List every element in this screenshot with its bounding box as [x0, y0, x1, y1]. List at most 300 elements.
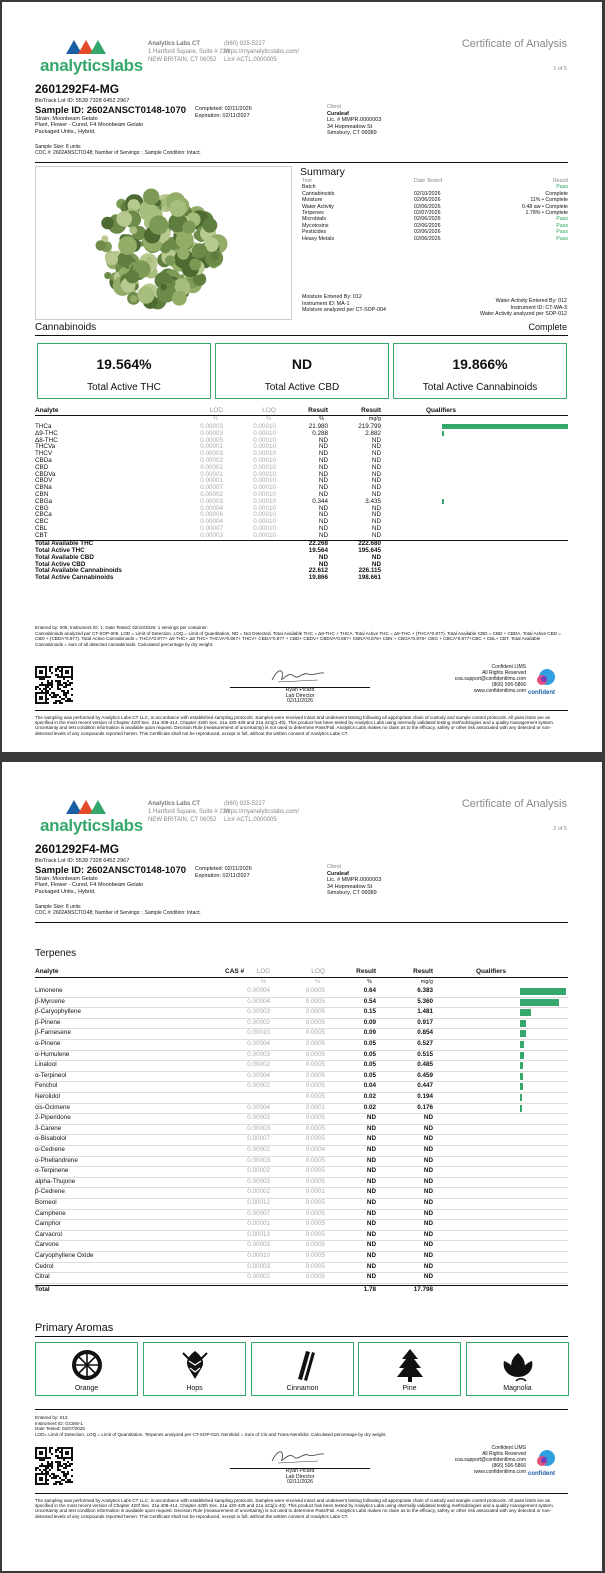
loq-value: 0.0005	[305, 1093, 325, 1100]
lod-value: 0.00007	[200, 525, 223, 532]
analyte-name: α-Phellandrene	[35, 1156, 78, 1164]
terpene-notes	[35, 1415, 568, 1437]
lab-url[interactable]: https://myanalyticslabs.com/	[224, 49, 300, 55]
table-row	[35, 1199, 568, 1210]
aroma-card	[251, 1342, 354, 1396]
loq-value: 0.0005	[305, 1135, 325, 1143]
loq-value: 0.0005	[305, 1167, 325, 1175]
analyte-name: THCa	[35, 423, 52, 430]
client-label: Client	[327, 104, 342, 110]
loq-value: 0.00010	[253, 497, 276, 505]
client-addr1: 34 Hopmeadow St	[327, 883, 373, 890]
lod-value: 0.00010	[247, 1029, 270, 1037]
loq-value: 0.00010	[253, 470, 276, 478]
note-method: LOD= Limit of Detection, LOQ = Limit of Quantitation. Terpenes analyzed per CT-SOP-010. Nerolidol = Sum of Cis and Trans-Nerolidol. Calculated percentage by dry weight.	[35, 1431, 387, 1437]
analyte-name: α-Terpineol	[35, 1071, 67, 1079]
col-result-pct: Result	[356, 968, 376, 975]
col-loq: LOQ	[262, 407, 276, 414]
cannabinoids-table	[35, 407, 568, 622]
summary-date: 02/06/2026	[414, 229, 441, 236]
total-pct: 22.612	[308, 567, 328, 575]
legal-disclaimer: The sampling was performed by Analytics Labs CT LLC, in accordance with established sampling protocols. Samples were received intact and underwent testing following all appropriate chain of custody and sample control protocols. All pass limits are as specified in the most recent version of Chapter 420f Sec. 21a 408-414, Chapter 420h Sec. 21a 420-429 and 21a 421j(1-40). This product has been tested by Analytics Labs using internally validated testing methodologies and a quality management system. Uncertainty and test condition information is available upon request. Decision Rule (measurement of uncertainty) is not used to determine Pass/Fail. Analytics Labs makes no claim as to the efficacy, safety or other risk associated with any detected or non-detected levels of any compounds reported herein. This Certificate shall not be reproduced, except in full, without the written consent of Analytics Labs CT.	[35, 715, 555, 736]
result-pct: ND	[366, 1273, 376, 1281]
analyte-name: β-Myrcene	[35, 997, 65, 1005]
col-analyte: Analyte	[35, 968, 59, 975]
result-mgg: 5.360	[417, 997, 433, 1005]
loq-value: 0.0005	[305, 1050, 325, 1058]
result-pct: ND	[366, 1252, 376, 1259]
lod-value: 0.00003	[247, 1114, 270, 1122]
summary-test: Water Activity	[302, 203, 334, 210]
result-mgg: ND	[371, 477, 381, 485]
aroma-label: Magnolia	[503, 1385, 532, 1392]
analyte-name: THCV	[35, 450, 53, 458]
col-analyte: Analyte	[35, 407, 59, 414]
lod-value: 0.00007	[247, 1135, 270, 1143]
result-mgg: ND	[423, 1220, 433, 1228]
qr-code-icon	[35, 1447, 73, 1485]
analyte-name: 2-Piperidone	[35, 1114, 71, 1122]
summary-h-date: Date Tested	[414, 178, 443, 184]
total-name: Total	[35, 1285, 50, 1293]
lab-name: Analytics Labs CT	[148, 41, 201, 47]
table-row	[35, 511, 568, 518]
result-pct: 0.54	[363, 997, 376, 1005]
analytics-labs-logo	[40, 36, 143, 76]
loq-value: 0.0005	[305, 997, 325, 1005]
col-loq: LOQ	[311, 968, 325, 975]
dates	[195, 106, 252, 119]
total-row	[35, 561, 568, 568]
summary-h-result: Result	[552, 178, 568, 184]
result-mgg: ND	[371, 457, 381, 464]
total-cannabinoids-box	[393, 343, 567, 399]
result-pct: ND	[366, 1241, 376, 1249]
total-thc-value: 19.564%	[96, 356, 152, 372]
note-entered: Entered by: 013	[35, 1415, 68, 1420]
result-mgg: ND	[423, 1114, 433, 1122]
lod-value: 0.00002	[200, 491, 223, 498]
analyte-name: CBT	[35, 531, 48, 539]
loq-value: 0.0005	[305, 987, 325, 994]
note-method: Cannabinoids analyzed per CT-SOP-009. LOD = Limit of Detection, LOQ = Limit of Quantitation, ND = Not Detected. Total Available THC = Δ9-THC + THCA. Total Active THC = Δ9-THC + (THCA*0.877). Total Available CBD = CBD + CBDA. Total Active CBD = CBD + (CBDA*0.877). Total Active Cannabinoids = THCA*0.877+ Δ9 THC+ Δ8 THC+ THCVA*0.867+ THCV+ CBDA*0.877 + CBD+ CBDV+ CBDVA*0.867+ CBNA*0.876+ CBN + CBGA*0.878+ CBG + CBCA*0.877+CBC + CBL+ CBT. Total Available Cannabinoids = sum of all detected cannabinoids. Calculated percentage by dry weight.	[35, 630, 561, 647]
analyte-name: CBNa	[35, 484, 52, 492]
confident-email[interactable]: coa.support@confidentlims.com	[454, 1457, 526, 1463]
lab-phone: (860) 925-5227	[224, 41, 266, 47]
table-row	[35, 471, 568, 478]
client-addr2: Simsbury, CT 06089	[327, 130, 377, 136]
loq-value: 0.00010	[253, 436, 276, 444]
expiration-date: Expiration: 02/11/2027	[195, 112, 250, 119]
signer-role: Lab Director	[285, 1473, 315, 1480]
qr-code[interactable]	[35, 666, 73, 704]
confident-logo-icon	[534, 1449, 556, 1469]
analyte-name: α-Cedrene	[35, 1146, 65, 1153]
unit-r2: mg/g	[368, 416, 381, 422]
confident-l2: All Rights Reserved	[482, 1451, 526, 1457]
analyte-name: Linalool	[35, 1061, 57, 1069]
unit-loq: %	[315, 979, 320, 985]
result-pct: ND	[366, 1220, 376, 1228]
analyte-name: β-Pinene	[35, 1018, 61, 1026]
result-mgg: ND	[423, 1230, 433, 1238]
table-row	[35, 491, 568, 498]
lod-value: 0.00003	[200, 497, 223, 505]
result-mgg: 3.435	[365, 497, 381, 505]
result-pct: 0.05	[363, 1071, 376, 1079]
divider	[35, 1493, 568, 1494]
result-pct: ND	[366, 1135, 376, 1143]
loq-value: 0.0005	[305, 1071, 325, 1079]
result-pct: ND	[318, 477, 328, 485]
result-pct: ND	[366, 1167, 376, 1175]
table-row	[35, 1040, 568, 1051]
result-pct: 0.15	[363, 1008, 376, 1016]
signature-icon	[268, 1447, 328, 1467]
moisture-info	[302, 294, 386, 314]
aroma-label: Cinnamon	[286, 1385, 319, 1392]
table-row	[35, 1082, 568, 1093]
logo-mark-icon	[64, 796, 116, 816]
aroma-card	[358, 1342, 461, 1396]
analyte-name: CBCa	[35, 511, 52, 519]
result-pct: ND	[318, 436, 328, 444]
total-mgg: ND	[371, 553, 381, 561]
coa-page-2	[2, 762, 602, 1571]
result-mgg: ND	[423, 1273, 433, 1281]
table-row	[35, 1135, 568, 1146]
pine-icon	[392, 1347, 428, 1383]
summary-test: Microbials	[302, 216, 326, 223]
signature-block	[230, 1444, 370, 1484]
summary-result: Pass	[556, 216, 568, 223]
total-thc-label: Total Active THC	[87, 382, 161, 393]
result-pct: ND	[318, 443, 328, 451]
table-row	[35, 1167, 568, 1178]
total-row	[35, 574, 568, 581]
summary-panel	[300, 166, 568, 242]
result-bar	[520, 1052, 524, 1059]
confident-url[interactable]: www.confidentlims.com	[474, 688, 526, 694]
analyte-name: CBDV	[35, 477, 53, 485]
sample-id: Sample ID: 2602ANSCT0148-1070	[35, 104, 187, 116]
packaged: Packaged Units., Hybrid,	[35, 888, 96, 895]
signer-name: Ryan Picard	[285, 1468, 315, 1474]
loq-value: 0.00010	[253, 443, 276, 451]
summary-date: 02/10/2026	[414, 190, 441, 197]
result-pct: ND	[366, 1156, 376, 1164]
loq-value: 0.0005	[305, 1040, 325, 1047]
result-bar	[520, 1041, 524, 1048]
sign-date: 02/11/2026	[286, 1479, 314, 1486]
note-entered: Entered by: 005; Instrument ID: 1; Date Tested: 02/10/2026; 1 servings per container.	[35, 625, 208, 630]
lod-value: 0.00002	[247, 1146, 270, 1153]
lod-value: 0.00001	[200, 477, 223, 485]
loq-value: 0.0005	[305, 1209, 325, 1217]
lod-value: 0.00003	[247, 1008, 270, 1016]
loq-value: 0.0005	[305, 1061, 325, 1069]
table-row	[35, 1263, 568, 1274]
lod-value: 0.00002	[247, 1273, 270, 1281]
doc-title: Certificate of Analysis	[461, 38, 567, 50]
result-mgg: ND	[371, 518, 381, 526]
result-bar	[520, 1020, 526, 1027]
result-mgg: ND	[371, 525, 381, 532]
loq-value: 0.0004	[305, 1146, 325, 1153]
lab-license: Lic# ACTL.0000005	[224, 817, 277, 823]
lod-value: 0.00002	[200, 463, 223, 471]
table-row	[35, 430, 568, 437]
packaged: Packaged Units., Hybrid,	[35, 128, 96, 135]
analyte-name: CBDa	[35, 457, 52, 464]
total-name: Total Active THC	[35, 546, 85, 554]
lod-value: 0.00004	[247, 1103, 270, 1111]
result-bar	[520, 1083, 523, 1090]
result-mgg: ND	[371, 470, 381, 478]
table-row	[35, 1104, 568, 1115]
table-row	[35, 1019, 568, 1030]
water-activity-info	[480, 298, 567, 318]
result-mgg: 0.176	[417, 1103, 433, 1111]
loq-value: 0.0005	[305, 1124, 325, 1132]
result-mgg: ND	[423, 1241, 433, 1249]
loq-value: 0.0005	[305, 1114, 325, 1122]
table-rule	[35, 977, 568, 978]
lab-license: Lic# ACTL.0000005	[224, 57, 277, 63]
summary-test: Batch	[302, 184, 316, 191]
lod-value: 0.00004	[247, 987, 270, 994]
result-mgg: 0.917	[417, 1018, 433, 1026]
signer	[230, 1469, 370, 1486]
analyte-name: CBD	[35, 463, 49, 471]
loq-value: 0.0001	[305, 1188, 325, 1196]
loq-value: 0.00010	[253, 511, 276, 519]
page-header	[2, 762, 602, 842]
divider	[35, 1336, 568, 1337]
loq-value: 0.0005	[305, 1199, 325, 1206]
client-license: Lic. # MMPR.0000003	[327, 117, 382, 123]
table-row	[35, 1241, 568, 1252]
table-row	[35, 1051, 568, 1062]
table-row	[35, 498, 568, 505]
summary-h-test: Test	[302, 178, 312, 184]
result-pct: 0.05	[363, 1061, 376, 1069]
result-bar	[520, 1073, 523, 1080]
wa-entered: Water Activity Entered By: 012	[495, 298, 567, 304]
completed-date: Completed: 02/11/2026	[195, 106, 252, 112]
result-pct: ND	[366, 1177, 376, 1185]
table-row	[35, 437, 568, 444]
table-row	[35, 1231, 568, 1242]
moisture-entered: Moisture Entered By: 012	[302, 294, 362, 300]
result-mgg: ND	[371, 463, 381, 471]
unit-loq: %	[266, 416, 271, 422]
result-pct: ND	[318, 450, 328, 458]
lod-value: 0.00004	[247, 997, 270, 1005]
logo-text: analyticslabs	[40, 56, 143, 75]
qr-code[interactable]	[35, 1447, 73, 1485]
summary-test: Moisture	[302, 197, 323, 204]
lod-value: 0.00001	[200, 470, 223, 478]
result-bar	[442, 499, 444, 504]
col-qualifiers: Qualifiers	[426, 407, 456, 414]
result-pct: ND	[318, 484, 328, 492]
coc: COC #: 2602ANSCT0148; Number of Servings: ; Sample Condition: Intact;	[35, 150, 201, 156]
table-row	[35, 1072, 568, 1083]
product-photo	[35, 166, 292, 320]
analyte-name: Camphene	[35, 1209, 66, 1217]
lab-url[interactable]: https://myanalyticslabs.com/	[224, 809, 300, 815]
result-pct: 0.05	[363, 1050, 376, 1058]
aroma-card	[466, 1342, 569, 1396]
result-pct: 0.344	[312, 497, 328, 505]
total-cbd-label: Total Active CBD	[264, 382, 340, 393]
lod-value: 0.00003	[200, 429, 223, 437]
table-row	[35, 1093, 568, 1104]
client-license: Lic. # MMPR.0000003	[327, 877, 382, 883]
total-pct: ND	[318, 553, 328, 561]
legal-disclaimer: The sampling was performed by Analytics Labs CT LLC, in accordance with established sampling protocols. Samples were received intact and underwent testing following all appropriate chain of custody and sample control protocols. All pass limits are as specified in the most recent version of Chapter 420f Sec. 21a 408-414, Chapter 420h Sec. 21a 420-429 and 21a 421j(1-40). This product has been tested by Analytics Labs using internally validated testing methodologies and a quality management system. Uncertainty and test condition information is available upon request. Decision Rule (measurement of uncertainty) is not used to determine Pass/Fail. Analytics Labs makes no claim as to the efficacy, safety or other risk associated with any detected or non-detected levels of any compounds reported herein. This Certificate shall not be reproduced, except in full, without the written consent of Analytics Labs CT.	[35, 1498, 555, 1519]
lod-value: 0.00004	[247, 1040, 270, 1047]
analyte-name: Caryophyllene Oxide	[35, 1252, 94, 1259]
summary-rows	[300, 184, 568, 242]
total-row	[35, 540, 568, 547]
loq-value: 0.00010	[253, 504, 276, 512]
aroma-label: Pine	[402, 1385, 417, 1392]
table-row	[35, 998, 568, 1009]
lab-contact	[224, 800, 299, 824]
analyte-name: Carvacrol	[35, 1230, 62, 1238]
result-pct: ND	[366, 1262, 376, 1270]
result-mgg: ND	[371, 511, 381, 519]
result-pct: ND	[318, 525, 328, 532]
confident-logo	[528, 668, 568, 702]
total-name: Total Active Cannabinoids	[35, 574, 114, 582]
analyte-name: β-Farnesene	[35, 1029, 71, 1037]
summary-result: Pass	[556, 229, 568, 236]
result-mgg: ND	[423, 1199, 433, 1206]
aroma-card	[143, 1342, 246, 1396]
summary-date: 02/06/2026	[414, 235, 441, 242]
biotrack-id: BioTrack Lot ID: 5539 7328 6452 2967	[35, 858, 130, 864]
result-mgg: ND	[423, 1124, 433, 1132]
table-row	[35, 484, 568, 491]
result-pct: 0.288	[312, 429, 328, 437]
total-cannabinoids-label: Total Active Cannabinoids	[422, 382, 538, 393]
moisture-sop: Moisture analyzed per CT-SOP-004	[302, 307, 386, 313]
total-mgg: 222.680	[358, 540, 381, 548]
analyte-name: CBGa	[35, 497, 53, 505]
total-row	[35, 567, 568, 574]
table-row	[35, 518, 568, 525]
result-mgg: 0.527	[417, 1040, 433, 1047]
summary-result: 0.48 aw • Complete	[521, 203, 568, 210]
divider	[35, 710, 568, 711]
confident-l2: All Rights Reserved	[482, 670, 526, 676]
signature-icon	[268, 666, 328, 686]
lod-value: 0.00001	[247, 1220, 270, 1228]
aroma-label: Hops	[186, 1385, 203, 1392]
coa-page-1	[2, 2, 602, 752]
confident-url[interactable]: www.confidentlims.com	[474, 1469, 526, 1475]
loq-value: 0.00010	[253, 429, 276, 437]
result-mgg: 0.854	[417, 1029, 433, 1037]
magnolia-icon	[500, 1347, 536, 1383]
summary-test: Heavy Metals	[302, 235, 335, 242]
col-result-pct: Result	[308, 407, 328, 414]
loq-value: 0.0005	[305, 1082, 325, 1090]
table-row	[35, 477, 568, 484]
client-addr1: 34 Hopmeadow St	[327, 123, 373, 130]
logo-mark-icon	[64, 36, 116, 56]
result-mgg: ND	[423, 1146, 433, 1153]
analyte-name: cis-Ocimene	[35, 1103, 70, 1111]
analyte-name: β-Cedrene	[35, 1188, 65, 1196]
total-pct: ND	[318, 560, 328, 568]
lod-value: 0.00003	[247, 1050, 270, 1058]
lod-value: 0.00007	[247, 1209, 270, 1217]
orange-icon	[69, 1347, 105, 1383]
confident-email[interactable]: coa.support@confidentlims.com	[454, 676, 526, 682]
dates	[195, 866, 252, 879]
result-mgg: ND	[371, 443, 381, 451]
result-pct: ND	[318, 518, 328, 526]
client-name: Curaleaf	[327, 110, 350, 117]
total-name: Total Available CBD	[35, 553, 94, 561]
note-date: Date Tested: 02/07/2026	[35, 1426, 85, 1432]
sample-meta	[35, 858, 568, 916]
lod-value: 0.00002	[247, 1018, 270, 1026]
total-pct: 22.268	[308, 540, 328, 548]
summary-result: Pass	[556, 184, 568, 191]
analyte-name: α-Pinene	[35, 1040, 61, 1047]
table-row	[35, 1220, 568, 1231]
client-label: Client	[327, 864, 342, 870]
summary-result: Pass	[556, 235, 568, 242]
strain: Strain: Moonbeam Gelato	[35, 115, 98, 122]
analyte-name: CBN	[35, 491, 49, 498]
lod-value: 0.00005	[200, 436, 223, 444]
analyte-name: CBL	[35, 525, 48, 532]
table-row	[35, 1273, 568, 1284]
table-rule	[35, 415, 568, 416]
cannabinoids-status: Complete	[528, 322, 567, 332]
client-info	[327, 104, 381, 137]
table-row	[35, 1252, 568, 1263]
analytics-labs-logo	[40, 796, 143, 836]
coc: COC #: 2602ANSCT0148; Number of Servings: ; Sample Condition: Intact;	[35, 910, 201, 916]
confident-info	[455, 1445, 526, 1475]
lab-addr1: 1 Hartford Square, Suite # 230	[148, 49, 230, 55]
divider	[35, 1409, 568, 1410]
loq-value: 0.00010	[253, 491, 276, 498]
table-row	[35, 532, 568, 539]
loq-value: 0.0005	[305, 1008, 325, 1016]
result-pct: ND	[318, 457, 328, 464]
analyte-name: Nerolidol	[35, 1093, 60, 1100]
result-bar	[520, 1094, 522, 1101]
analyte-name: Fenchol	[35, 1082, 58, 1090]
cinnamon-icon	[285, 1347, 321, 1383]
result-mgg: ND	[371, 531, 381, 539]
logo-text: analyticslabs	[40, 816, 143, 835]
result-mgg: 1.481	[417, 1008, 433, 1016]
result-bar	[520, 1009, 531, 1016]
lod-value: 0.00003	[200, 531, 223, 539]
product-type: Plant, Flower - Cured, F4 Moonbeam Gelato	[35, 882, 144, 888]
analyte-name: Cedrol	[35, 1262, 54, 1270]
sign-date: 02/11/2026	[286, 698, 314, 705]
